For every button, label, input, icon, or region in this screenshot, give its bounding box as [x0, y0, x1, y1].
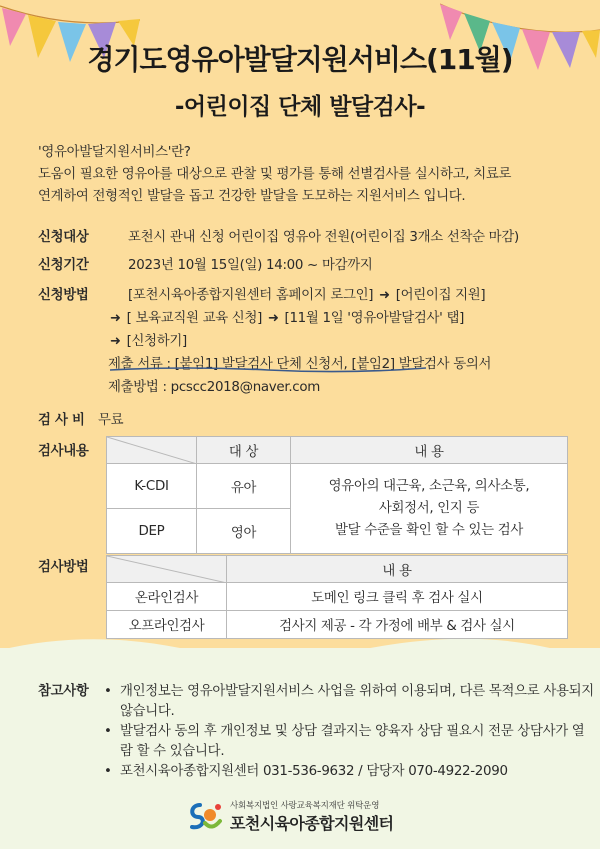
method-line-3: [108, 330, 491, 353]
note-text: 개인정보는 영유아발달지원서비스 사업을 위하여 이용되며, 다른 목적으로 사용되지 않습니다.: [120, 684, 594, 719]
table-header-corner: [107, 437, 197, 464]
diagonal-line-decoration: [107, 556, 227, 583]
test-method-label: 검사방법: [38, 560, 89, 575]
page-subtitle: -어린이집 단체 발달검사-: [174, 94, 426, 120]
content-table: [106, 436, 568, 554]
org-name: 포천시육아종합지원센터: [230, 814, 394, 833]
table-row: [107, 611, 568, 639]
table-header-content: 내 용: [291, 437, 568, 464]
submit-email: 제출방법 : pcscc2018@naver.com: [108, 380, 320, 395]
fee-label: 검 사 비: [38, 413, 85, 428]
table-cell-type: 온라인검사: [107, 583, 227, 611]
docs-underline-decoration: [108, 364, 428, 374]
table-cell-desc: 도메인 링크 클릭 후 검사 실시: [227, 583, 568, 611]
bullet-icon: •: [104, 764, 112, 779]
notes-label: 참고사항: [38, 684, 89, 699]
org-logo-icon: [188, 801, 222, 831]
table-row: [107, 464, 568, 509]
page-title: 경기도영유아발달지원서비스(11월): [87, 43, 513, 76]
fee-value: 무료: [98, 413, 124, 428]
arrow-right-icon: ➜: [267, 311, 279, 326]
arrow-right-icon: ➜: [379, 288, 390, 303]
intro-text: [38, 142, 568, 208]
method-step: [어린이집 지원]: [395, 288, 486, 303]
diagonal-line-decoration: [107, 437, 197, 464]
table-cell-target: 영아: [197, 509, 291, 554]
table-row: [107, 583, 568, 611]
method-step: [신청하기]: [126, 334, 187, 349]
list-item: [104, 762, 594, 782]
content-label: 검사내용: [38, 444, 89, 459]
method-step: [포천시육아종합지원센터 홈페이지 로그인]: [128, 288, 374, 303]
arrow-right-icon: ➜: [110, 334, 121, 349]
apply-method-steps: [108, 284, 492, 399]
submit-docs: 제출 서류 : [붙임1] 발달검사 단체 신청서, [붙임2] 발달검사 동의서: [108, 357, 492, 372]
table-header-content: 내 용: [227, 556, 568, 583]
target-value: 포천시 관내 신청 어린이집 영유아 전원(어린이집 3개소 선착순 마감): [128, 230, 519, 245]
note-text: 포천시육아종합지원센터 031-536-9632 / 담당자 070-4922-2090: [120, 764, 508, 779]
method-step: [11월 1일 '영유아발달검사' 탭]: [284, 311, 465, 326]
table-header-corner: [107, 556, 227, 583]
note-text: 발달검사 동의 후 개인정보 및 상담 결과지는 양육자 상담 필요시 전문 상담사가 열람 할 수 있습니다.: [120, 724, 585, 759]
period-label: 신청기간: [38, 258, 89, 273]
notes-list: [104, 682, 594, 782]
intro-line: 도움이 필요한 영유아를 대상으로 관찰 및 평가를 통해 선별검사를 실시하고, 치료로: [38, 167, 512, 182]
list-item: [104, 682, 594, 722]
table-cell-target: 유아: [197, 464, 291, 509]
method-table: [106, 555, 568, 639]
method-label: 신청방법: [38, 288, 89, 303]
list-item: [104, 722, 594, 762]
bullet-icon: •: [104, 724, 112, 739]
period-value: 2023년 10월 15일(일) 14:00 ~ 마감까지: [128, 258, 373, 273]
table-header-target: 대 상: [197, 437, 291, 464]
table-cell-test: DEP: [107, 509, 197, 554]
intro-line: 연계하여 전형적인 발달을 돕고 건강한 발달을 도모하는 지원서비스 입니다.: [38, 189, 466, 204]
content-line: 영유아의 대근육, 소근육, 의사소통,: [328, 478, 530, 494]
arrow-right-icon: ➜: [110, 311, 121, 326]
method-step: [ 보육교직원 교육 신청]: [126, 311, 262, 326]
intro-line: '영유아발달지원서비스'란?: [38, 145, 191, 160]
table-cell-desc: 검사지 제공 - 각 가정에 배부 & 검사 실시: [227, 611, 568, 639]
table-cell-content: [291, 464, 568, 554]
content-line: 사회정서, 인지 등: [378, 500, 480, 516]
table-cell-type: 오프라인검사: [107, 611, 227, 639]
content-line: 발달 수준을 확인 할 수 있는 검사: [335, 522, 523, 538]
method-line-2: [108, 307, 491, 330]
target-label: 신청대상: [38, 230, 89, 245]
method-line-1: [128, 284, 491, 307]
footer: [188, 797, 448, 837]
table-cell-test: K-CDI: [107, 464, 197, 509]
org-subtitle: 사회복지법인 사랑교육복지재단 위탁운영: [230, 801, 380, 811]
bullet-icon: •: [104, 684, 112, 699]
